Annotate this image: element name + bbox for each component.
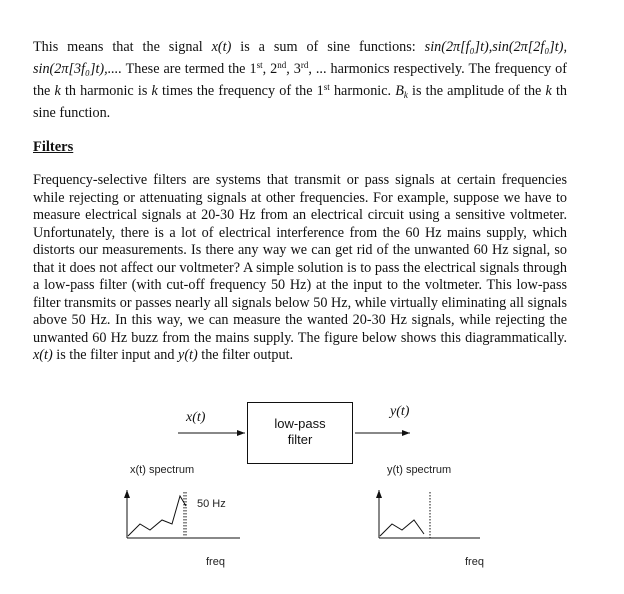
math-subscript-k: k — [403, 90, 408, 100]
left-spectrum-title: x(t) spectrum — [130, 464, 195, 476]
text: , 3 — [286, 61, 301, 77]
left-spectrum-curve — [128, 496, 186, 536]
right-spectrum-curve — [380, 520, 424, 536]
text: is a sum of sine functions: — [231, 39, 425, 55]
math-sine-terms: sin(2π[f₀]t),sin(2π[2f₀]t), — [424, 39, 567, 55]
math-sine-term-3: sin(2π[3f₀]t),.... — [33, 61, 122, 77]
superscript: st — [256, 60, 263, 70]
text: harmonic. — [329, 83, 396, 99]
text: These are termed the 1 — [121, 61, 257, 77]
text: , 2 — [262, 61, 278, 77]
text: th harmonic is — [60, 83, 152, 99]
text: This means that the signal — [33, 39, 212, 55]
section-heading: Filters — [33, 139, 74, 155]
left-axis-label: freq — [206, 556, 225, 568]
output-label: y(t) — [390, 404, 410, 419]
low-pass-filter-block — [247, 402, 353, 464]
math-x-t: x(t) — [211, 39, 232, 55]
text: th sine function. — [33, 83, 568, 121]
right-spectrum-title: y(t) spectrum — [387, 464, 452, 476]
cutoff-label: 50 Hz — [197, 498, 226, 510]
text: Frequency-selective filters are systems that transmit or pass signals at certain frequencies while rejecting or attenuating signals at other frequencies. For example, suppose we have to measure electrical signals at 20-30 Hz from an electrical circuit using a sensitive voltmeter. Unfortunately, there is a lot of electrical interference from the 60 Hz mains supply, which distorts our measurements. Is there any way we can get rid of the unwanted 60 Hz signal, so that it does not affect our voltmeter? A simple solution is to pass the electrical signals through a low-pass filter (with cut-off frequency 50 Hz) at the input to the voltmeter. This low-pass filter transmits or passes nearly all signals below 50 Hz, while virtually eliminating all signals above 50 Hz. In this way, we can measure the wanted 20-30 Hz signals, while rejecting the unwanted 60 Hz buzz from the mains supply. The figure below shows this diagrammatically. — [33, 172, 567, 346]
text: is the amplitude of the — [407, 83, 546, 99]
text: times the frequency of the 1 — [157, 83, 324, 99]
text: , ... harmonics respectively. The frequency of the — [33, 61, 567, 99]
text: is the filter input and — [52, 347, 179, 363]
math-k: k — [151, 83, 158, 99]
math-k: k — [545, 83, 552, 99]
math-y-t: y(t) — [178, 347, 198, 363]
math-k: k — [54, 83, 61, 99]
superscript: nd — [277, 60, 287, 70]
math-x-t: x(t) — [33, 347, 53, 363]
right-axis-label: freq — [465, 556, 484, 568]
input-label: x(t) — [186, 410, 206, 425]
superscript: st — [323, 82, 330, 92]
text: the filter output. — [197, 347, 294, 363]
math-b: B — [395, 83, 404, 99]
superscript: rd — [300, 60, 309, 70]
filter-label-line2: filter — [287, 432, 313, 447]
filter-label-line1: low-pass — [274, 416, 326, 431]
